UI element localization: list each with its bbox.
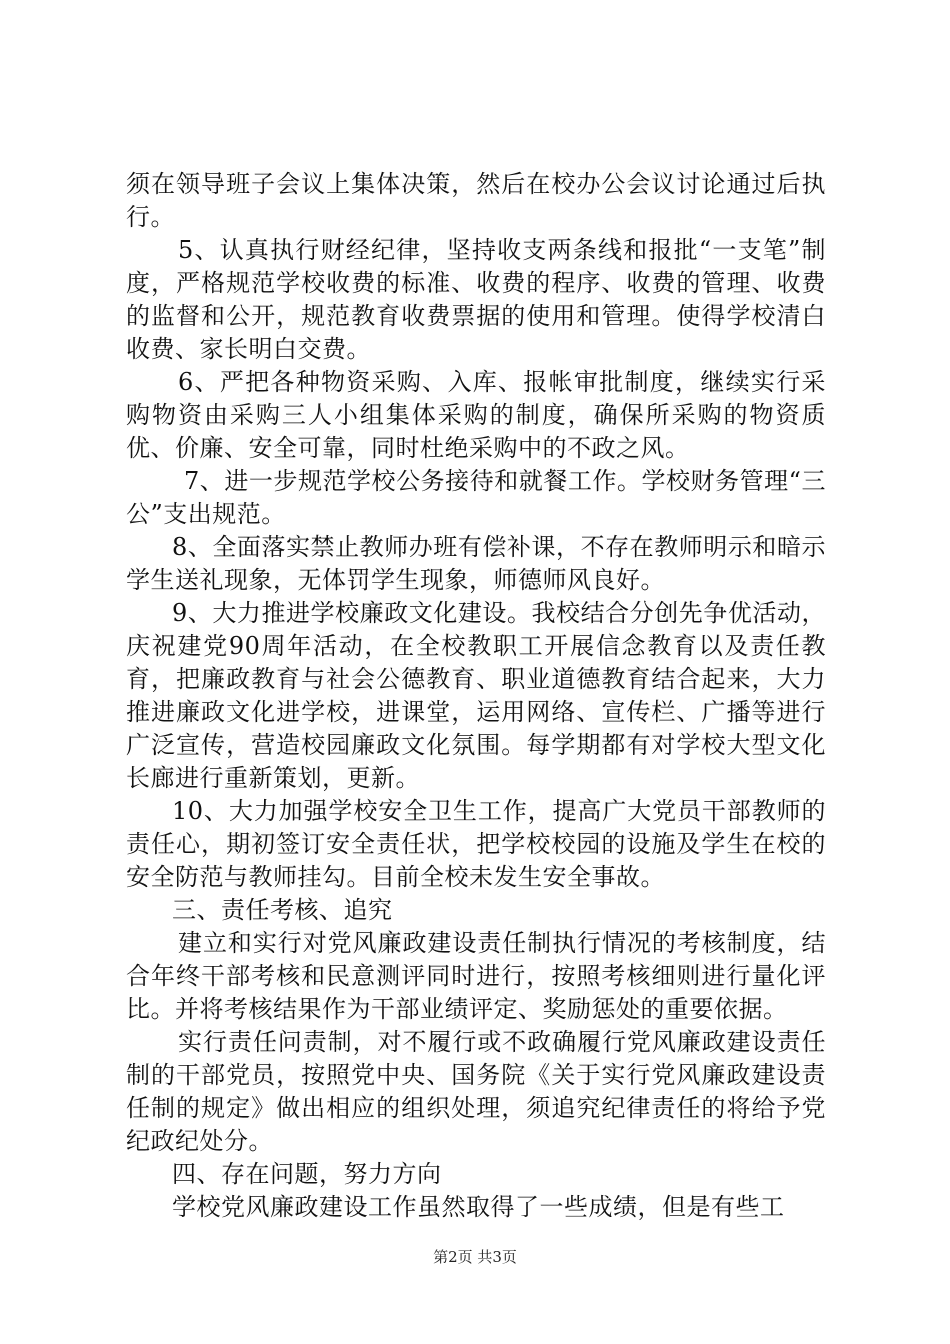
paragraph-continuation: 须在领导班子会议上集体决策，然后在校办公会议讨论通过后执行。 [126,170,826,231]
paragraph-assessment: 建立和实行对党风廉政建设责任制执行情况的考核制度，结合年终干部考核和民意测评同时进行，按照考核细则进行量化评比。并将考核结果作为干部业绩评定、奖励惩处的重要依据。 [126,929,826,1023]
section-heading-4: 四、存在问题，努力方向 [172,1160,442,1188]
paragraph-problems: 学校党风廉政建设工作虽然取得了一些成绩，但是有些工 [172,1193,785,1221]
document-body [126,168,826,1224]
paragraph-item-5: 5、认真执行财经纪律，坚持收支两条线和报批“一支笔”制度，严格规范学校收费的标准、收费的程序、收费的管理、收费的监督和公开，规范教育收费票据的使用和管理。使得学校清白收费、家长明白交费。 [126,236,826,363]
paragraph-item-8: 8、全面落实禁止教师办班有偿补课，不存在教师明示和暗示学生送礼现象，无体罚学生现象，师德师风良好。 [126,533,826,594]
paragraph-item-7: 7、进一步规范学校公务接待和就餐工作。学校财务管理“三公”支出规范。 [126,467,826,528]
paragraph-item-10: 10、大力加强学校安全卫生工作，提高广大党员干部教师的责任心，期初签订安全责任状，把学校校园的设施及学生在校的安全防范与教师挂勾。目前全校未发生安全事故。 [126,797,826,891]
section-heading-3: 三、责任考核、追究 [172,896,393,924]
paragraph-item-6: 6、严把各种物资采购、入库、报帐审批制度，继续实行采购物资由采购三人小组集体采购的制度，确保所采购的物资质优、价廉、安全可靠，同时杜绝采购中的不政之风。 [126,368,826,462]
paragraph-accountability: 实行责任问责制，对不履行或不政确履行党风廉政建设责任制的干部党员，按照党中央、国务院《关于实行党风廉政建设责任制的规定》做出相应的组织处理，须追究纪律责任的将给予党纪政纪处分。 [126,1028,826,1155]
page-footer: 第2页 共3页 [433,1248,517,1266]
paragraph-item-9: 9、大力推进学校廉政文化建设。我校结合分创先争优活动，庆祝建党90周年活动，在全校教职工开展信念教育以及责任教育，把廉政教育与社会公德教育、职业道德教育结合起来，大力推进廉政文化进学校，进课堂，运用网络、宣传栏、广播等进行广泛宣传，营造校园廉政文化氛围。每学期都有对学校大型文化长廊进行重新策划，更新。 [126,599,826,792]
